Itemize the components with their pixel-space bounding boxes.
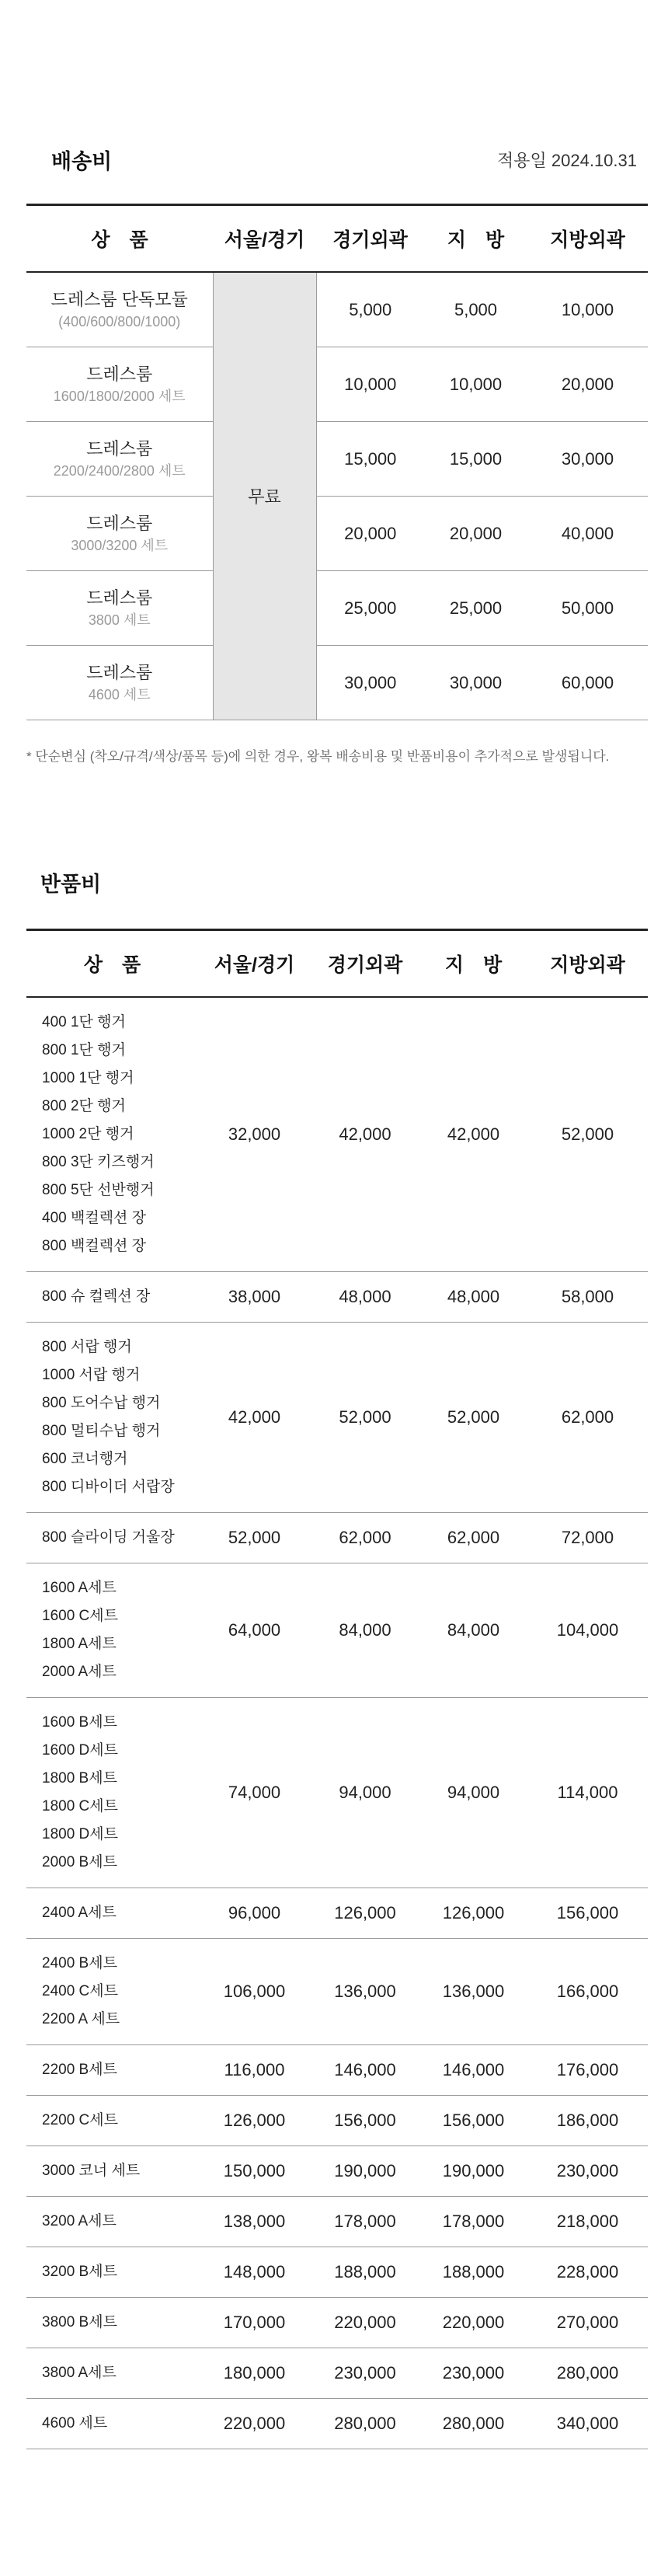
product-item: 800 멀티수납 행거	[42, 1423, 161, 1439]
price-cell: 106,000	[198, 1939, 311, 2045]
product-item: 800 슬라이딩 거울장	[42, 1529, 175, 1546]
product-item: 2400 B세트	[42, 1955, 117, 1971]
price-cell: 280,000	[527, 2348, 648, 2399]
price-cell: 340,000	[527, 2399, 648, 2449]
product-items-cell	[26, 2197, 198, 2247]
table-row	[26, 2146, 648, 2197]
price-cell: 170,000	[198, 2298, 311, 2348]
price-cell: 48,000	[311, 1272, 419, 1323]
price-cell: 228,000	[527, 2247, 648, 2298]
returns-title: 반품비	[40, 873, 102, 896]
table-row	[26, 997, 648, 1272]
table-row	[26, 1888, 648, 1939]
product-items-cell	[26, 1698, 198, 1888]
product-item: 2400 C세트	[42, 1983, 118, 1999]
column-header: 서울/경기	[213, 205, 316, 273]
column-header: 지방외곽	[527, 205, 648, 273]
price-cell: 42,000	[419, 997, 527, 1272]
shipping-note: * 단순변심 (착오/규격/색상/품목 등)에 의한 경우, 왕복 배송비용 및 반품비용이 추가적으로 발생됩니다.	[26, 749, 610, 764]
price-cell: 74,000	[198, 1698, 311, 1888]
shipping-table	[26, 204, 648, 720]
product-items-cell	[26, 2045, 198, 2096]
table-row	[26, 2399, 648, 2449]
column-header: 지 방	[424, 205, 527, 273]
product-items-cell	[26, 1888, 198, 1939]
price-cell: 40,000	[527, 497, 648, 571]
price-cell: 126,000	[419, 1888, 527, 1939]
price-cell: 20,000	[527, 347, 648, 422]
price-cell: 96,000	[198, 1888, 311, 1939]
price-cell: 52,000	[311, 1323, 419, 1513]
product-item: 1600 B세트	[42, 1714, 117, 1731]
table-row	[26, 1323, 648, 1513]
price-cell: 5,000	[316, 272, 424, 347]
table-row	[26, 1513, 648, 1563]
price-cell: 114,000	[527, 1698, 648, 1888]
product-item: 2200 C세트	[42, 2112, 118, 2128]
product-item: 800 디바이더 서랍장	[42, 1479, 175, 1495]
price-cell: 50,000	[527, 571, 648, 646]
price-cell: 280,000	[311, 2399, 419, 2449]
product-item: 2200 B세트	[42, 2062, 117, 2078]
product-cell	[26, 347, 213, 422]
returns-table	[26, 929, 648, 2449]
product-item: 800 서랍 행거	[42, 1339, 132, 1355]
product-item: 2000 A세트	[42, 1664, 117, 1680]
product-cell	[26, 646, 213, 720]
product-item: 800 2단 행거	[42, 1098, 126, 1114]
price-cell: 230,000	[311, 2348, 419, 2399]
product-items-cell	[26, 1939, 198, 2045]
product-items-cell	[26, 1563, 198, 1698]
product-item: 1800 A세트	[42, 1636, 117, 1652]
price-cell: 84,000	[419, 1563, 527, 1698]
product-size: 1600/1800/2000 세트	[53, 388, 186, 404]
table-row	[26, 1939, 648, 2045]
product-cell	[26, 571, 213, 646]
price-cell: 218,000	[527, 2197, 648, 2247]
price-cell: 10,000	[316, 347, 424, 422]
product-item: 800 3단 키즈행거	[42, 1154, 155, 1170]
product-item: 1800 D세트	[42, 1826, 118, 1842]
product-item: 1600 A세트	[42, 1580, 117, 1596]
product-items-cell	[26, 2298, 198, 2348]
product-item: 2000 B세트	[42, 1854, 117, 1870]
product-item: 1800 C세트	[42, 1798, 118, 1814]
product-name: 드레스룸	[86, 438, 153, 458]
table-row	[26, 2096, 648, 2146]
product-items-cell	[26, 1323, 198, 1513]
product-size: (400/600/800/1000)	[58, 313, 181, 329]
product-items-cell	[26, 2399, 198, 2449]
price-cell: 220,000	[419, 2298, 527, 2348]
table-row	[26, 2348, 648, 2399]
price-cell: 156,000	[311, 2096, 419, 2146]
price-cell: 220,000	[198, 2399, 311, 2449]
price-cell: 84,000	[311, 1563, 419, 1698]
product-name: 드레스룸 단독모듈	[50, 289, 188, 309]
product-item: 4600 세트	[42, 2415, 108, 2431]
price-cell: 94,000	[311, 1698, 419, 1888]
product-item: 2200 A 세트	[42, 2011, 120, 2027]
price-cell: 30,000	[316, 646, 424, 720]
table-row	[26, 2045, 648, 2096]
product-item: 1000 서랍 행거	[42, 1367, 141, 1383]
price-cell: 220,000	[311, 2298, 419, 2348]
price-cell: 72,000	[527, 1513, 648, 1563]
table-row	[26, 497, 648, 571]
column-header: 상 품	[26, 205, 213, 273]
product-size: 3000/3200 세트	[71, 537, 169, 553]
product-item: 1600 D세트	[42, 1742, 118, 1759]
price-cell: 62,000	[311, 1513, 419, 1563]
price-cell: 188,000	[311, 2247, 419, 2298]
price-cell: 15,000	[316, 422, 424, 497]
price-cell: 166,000	[527, 1939, 648, 2045]
price-cell: 104,000	[527, 1563, 648, 1698]
table-row	[26, 2247, 648, 2298]
shipping-header-row	[26, 205, 648, 273]
price-cell: 32,000	[198, 997, 311, 1272]
price-cell: 20,000	[424, 497, 527, 571]
price-cell: 150,000	[198, 2146, 311, 2197]
price-cell: 188,000	[419, 2247, 527, 2298]
price-cell: 64,000	[198, 1563, 311, 1698]
product-item: 3800 A세트	[42, 2365, 117, 2381]
price-cell: 126,000	[198, 2096, 311, 2146]
price-cell: 146,000	[311, 2045, 419, 2096]
price-cell: 116,000	[198, 2045, 311, 2096]
price-cell: 136,000	[419, 1939, 527, 2045]
product-item: 800 백컬렉션 장	[42, 1238, 147, 1254]
product-cell	[26, 272, 213, 347]
price-cell: 180,000	[198, 2348, 311, 2399]
price-cell: 156,000	[527, 1888, 648, 1939]
returns-header-row	[26, 930, 648, 998]
price-cell: 136,000	[311, 1939, 419, 2045]
product-item: 1000 2단 행거	[42, 1126, 134, 1142]
column-header: 경기외곽	[311, 930, 419, 998]
price-cell: 62,000	[419, 1513, 527, 1563]
price-cell: 30,000	[424, 646, 527, 720]
table-row	[26, 2197, 648, 2247]
price-cell: 5,000	[424, 272, 527, 347]
table-row	[26, 571, 648, 646]
price-cell: 60,000	[527, 646, 648, 720]
product-items-cell	[26, 2146, 198, 2197]
product-item: 800 도어수납 행거	[42, 1395, 161, 1411]
product-items-cell	[26, 2247, 198, 2298]
product-item: 1600 C세트	[42, 1608, 118, 1624]
product-item: 2400 A세트	[42, 1905, 117, 1921]
price-cell: 15,000	[424, 422, 527, 497]
price-cell: 138,000	[198, 2197, 311, 2247]
product-size: 2200/2400/2800 세트	[53, 462, 186, 479]
price-cell: 42,000	[311, 997, 419, 1272]
product-item: 1000 1단 행거	[42, 1070, 134, 1086]
product-item: 3200 A세트	[42, 2213, 117, 2229]
product-cell	[26, 497, 213, 571]
price-cell: 148,000	[198, 2247, 311, 2298]
product-cell	[26, 422, 213, 497]
price-cell: 178,000	[311, 2197, 419, 2247]
product-item: 1800 B세트	[42, 1770, 117, 1786]
table-row	[26, 422, 648, 497]
product-item: 600 코너행거	[42, 1451, 128, 1467]
price-cell: 270,000	[527, 2298, 648, 2348]
table-row	[26, 1698, 648, 1888]
price-cell: 146,000	[419, 2045, 527, 2096]
table-row	[26, 646, 648, 720]
price-cell: 25,000	[424, 571, 527, 646]
product-size: 4600 세트	[88, 686, 151, 702]
shipping-effective-date: 적용일 2024.10.31	[497, 151, 637, 170]
column-header: 상 품	[26, 930, 198, 998]
price-cell: 42,000	[198, 1323, 311, 1513]
price-cell: 94,000	[419, 1698, 527, 1888]
product-items-cell	[26, 1272, 198, 1323]
free-shipping-cell: 무료	[213, 272, 316, 720]
product-items-cell	[26, 1513, 198, 1563]
table-row	[26, 1272, 648, 1323]
price-cell: 176,000	[527, 2045, 648, 2096]
price-cell: 190,000	[311, 2146, 419, 2197]
price-cell: 52,000	[198, 1513, 311, 1563]
product-item: 400 1단 행거	[42, 1014, 126, 1030]
product-size: 3800 세트	[88, 612, 151, 628]
price-cell: 20,000	[316, 497, 424, 571]
price-cell: 186,000	[527, 2096, 648, 2146]
product-name: 드레스룸	[86, 513, 153, 533]
price-cell: 30,000	[527, 422, 648, 497]
column-header: 서울/경기	[198, 930, 311, 998]
price-cell: 178,000	[419, 2197, 527, 2247]
product-item: 800 슈 컬렉션 장	[42, 1288, 151, 1305]
column-header: 경기외곽	[316, 205, 424, 273]
table-row	[26, 1563, 648, 1698]
price-cell: 25,000	[316, 571, 424, 646]
table-row	[26, 272, 648, 347]
price-cell: 280,000	[419, 2399, 527, 2449]
price-cell: 52,000	[419, 1323, 527, 1513]
product-item: 3800 B세트	[42, 2314, 117, 2330]
price-cell: 58,000	[527, 1272, 648, 1323]
price-cell: 230,000	[527, 2146, 648, 2197]
product-item: 400 백컬렉션 장	[42, 1210, 147, 1226]
shipping-title: 배송비	[51, 150, 113, 173]
column-header: 지방외곽	[527, 930, 648, 998]
price-cell: 10,000	[424, 347, 527, 422]
product-name: 드레스룸	[86, 364, 153, 384]
product-items-cell	[26, 997, 198, 1272]
price-cell: 126,000	[311, 1888, 419, 1939]
product-item: 3200 B세트	[42, 2264, 117, 2280]
price-cell: 38,000	[198, 1272, 311, 1323]
table-row	[26, 2298, 648, 2348]
price-cell: 190,000	[419, 2146, 527, 2197]
table-row	[26, 347, 648, 422]
price-cell: 48,000	[419, 1272, 527, 1323]
column-header: 지 방	[419, 930, 527, 998]
product-items-cell	[26, 2348, 198, 2399]
price-cell: 10,000	[527, 272, 648, 347]
returns-table-body	[26, 997, 648, 2449]
price-cell: 156,000	[419, 2096, 527, 2146]
product-items-cell	[26, 2096, 198, 2146]
price-cell: 230,000	[419, 2348, 527, 2399]
price-cell: 52,000	[527, 997, 648, 1272]
product-item: 3000 코너 세트	[42, 2163, 141, 2179]
price-cell: 62,000	[527, 1323, 648, 1513]
product-item: 800 1단 행거	[42, 1042, 126, 1058]
product-name: 드레스룸	[86, 587, 153, 608]
product-item: 800 5단 선반행거	[42, 1182, 155, 1198]
product-name: 드레스룸	[86, 662, 153, 682]
